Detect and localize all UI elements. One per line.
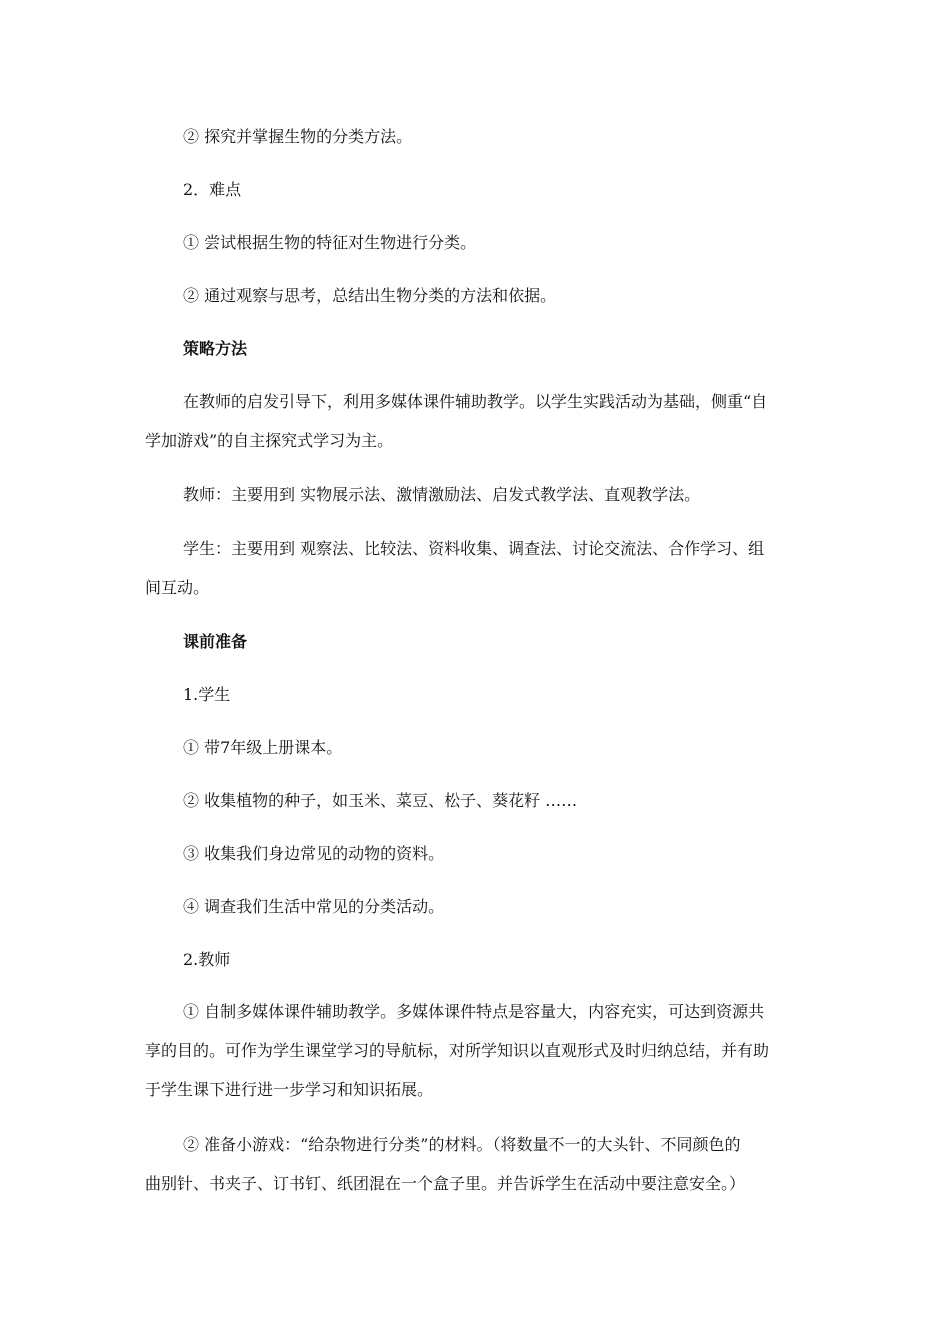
student-methods-line-2: 间互动。 bbox=[145, 578, 210, 597]
student-methods-line-1: 学生：主要用到 观察法、比较法、资料收集、调查法、讨论交流法、合作学习、组 bbox=[183, 539, 765, 558]
difficulty-heading: 2．难点 bbox=[183, 180, 242, 199]
student-prep-3: ③ 收集我们身边常见的动物的资料。 bbox=[183, 844, 445, 863]
teacher-prep-1-line-1: ① 自制多媒体课件辅助教学。多媒体课件特点是容量大，内容充实，可达到资源共 bbox=[183, 1002, 765, 1021]
student-prep-1: ① 带7年级上册课本。 bbox=[183, 738, 343, 757]
teacher-subheading: 2.教师 bbox=[183, 950, 231, 969]
student-prep-2: ② 收集植物的种子，如玉米、菜豆、松子、葵花籽 …… bbox=[183, 791, 578, 810]
key-point-2: ② 探究并掌握生物的分类方法。 bbox=[183, 127, 413, 146]
student-prep-4: ④ 调查我们生活中常见的分类活动。 bbox=[183, 897, 445, 916]
difficulty-2: ② 通过观察与思考，总结出生物分类的方法和依据。 bbox=[183, 286, 557, 305]
students-subheading: 1.学生 bbox=[183, 685, 231, 704]
teacher-prep-2-line-2: 曲别针、书夹子、订书钉、纸团混在一个盒子里。并告诉学生在活动中要注意安全。） bbox=[145, 1174, 746, 1193]
teacher-prep-2-line-1: ② 准备小游戏：“给杂物进行分类”的材料。（将数量不一的大头针、不同颜色的 bbox=[183, 1135, 741, 1154]
strategy-heading: 策略方法 bbox=[183, 339, 248, 358]
strategy-paragraph-line-2: 学加游戏”的自主探究式学习为主。 bbox=[145, 431, 394, 450]
strategy-paragraph-line-1: 在教师的启发引导下，利用多媒体课件辅助教学。以学生实践活动为基础，侧重“自 bbox=[183, 392, 768, 411]
teacher-prep-1-line-3: 于学生课下进行进一步学习和知识拓展。 bbox=[145, 1080, 434, 1099]
teacher-prep-1-line-2: 享的目的。可作为学生课堂学习的导航标，对所学知识以直观形式及时归纳总结，并有助 bbox=[145, 1041, 770, 1060]
teacher-methods: 教师：主要用到 实物展示法、激情激励法、启发式教学法、直观教学法。 bbox=[183, 485, 701, 504]
preparation-heading: 课前准备 bbox=[183, 632, 248, 651]
difficulty-1: ① 尝试根据生物的特征对生物进行分类。 bbox=[183, 233, 477, 252]
